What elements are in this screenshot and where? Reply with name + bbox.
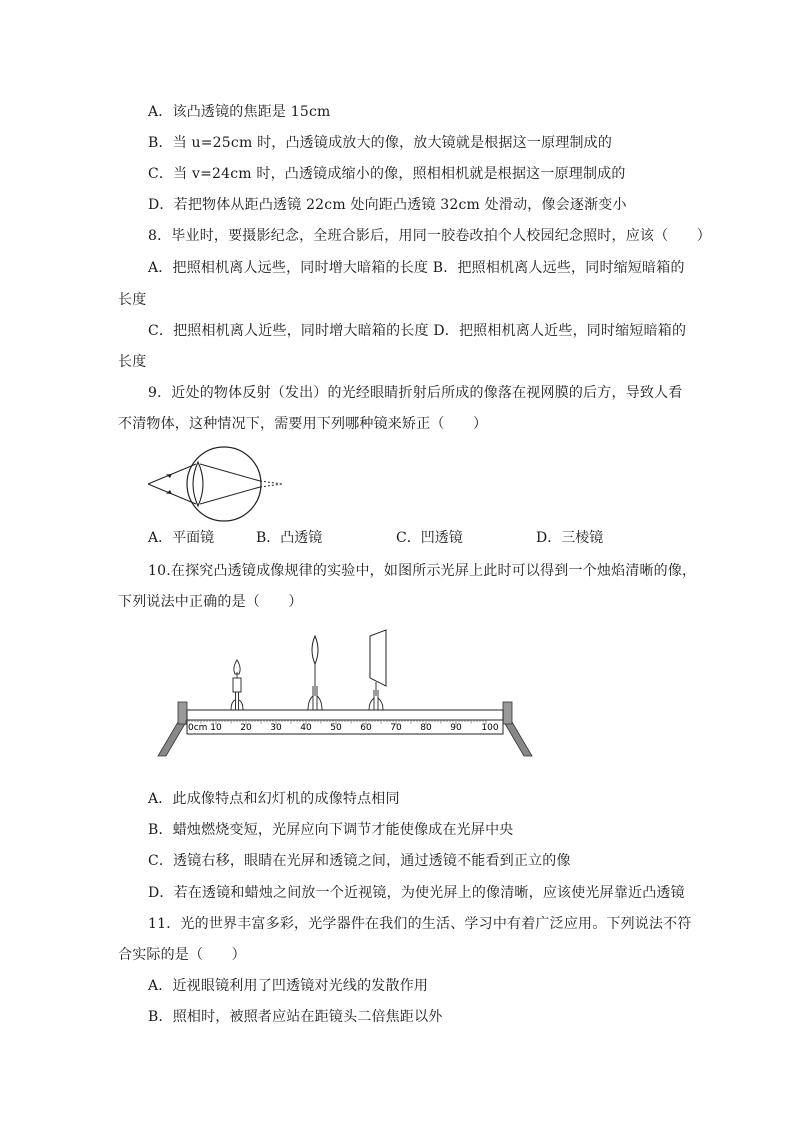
q7-option-a: A．该凸透镜的焦距是 15cm — [148, 104, 331, 120]
light-screen — [369, 630, 386, 710]
ruler-tick-10: 10 — [210, 723, 222, 733]
convex-lens — [308, 636, 322, 710]
q9-option-c: C．凹透镜 — [396, 530, 463, 546]
ray-upper-refracted — [200, 464, 260, 481]
q10-option-d: D．若在透镜和蜡烛之间放一个近视镜，为使光屏上的像清晰，应该使光屏靠近凸透镜 — [148, 885, 685, 901]
q9-option-b: B．凸透镜 — [256, 530, 323, 546]
q8-options-ab-continued: 长度 — [118, 292, 147, 308]
eye-lens — [193, 462, 203, 506]
screen-panel — [370, 630, 386, 686]
q10-option-c: C．透镜右移，眼睛在光屏和透镜之间，通过透镜不能看到正立的像 — [148, 853, 571, 869]
q10-option-b: B．蜡烛燃烧变短，光屏应向下调节才能使像成在光屏中央 — [148, 822, 514, 838]
ruler-tick-80: 80 — [420, 723, 432, 733]
candle-body — [233, 678, 241, 692]
left-leg — [158, 722, 186, 756]
q9-option-a: A．平面镜 — [148, 530, 215, 546]
q11-option-b: B．照相时，被照者应站在距镜头二倍焦距以外 — [148, 1009, 443, 1025]
q10-option-a: A．此成像特点和幻灯机的成像特点相同 — [148, 791, 400, 807]
q7-option-c: C．当 v=24cm 时，凸透镜成缩小的像，照相相机就是根据这一原理制成的 — [148, 166, 626, 182]
q8-stem: 8．毕业时，要摄影纪念，全班合影后，用同一胶卷改拍个人校园纪念照时，应该（ ） — [148, 228, 711, 244]
right-leg — [504, 722, 532, 756]
q11-stem-line2: 合实际的是（ ） — [118, 947, 246, 963]
q10-stem-line1: 10.在探究凸透镜成像规律的实验中，如图所示光屏上此时可以得到一个烛焰清晰的像， — [148, 563, 697, 579]
q9-stem-line2: 不清物体，这种情况下，需要用下列哪种镜来矫正（ ） — [118, 416, 488, 432]
q11-stem-line1: 11．光的世界丰富多彩，光学器件在我们的生活、学习中有着广泛应用。下列说法不符 — [148, 916, 692, 932]
q8-options-cd: C．把照相机离人近些，同时增大暗箱的长度 D．把照相机离人近些，同时缩短暗箱的 — [148, 323, 687, 339]
q9-option-d: D．三棱镜 — [536, 530, 604, 546]
ray-lower-extension — [260, 484, 282, 487]
candle — [231, 660, 243, 710]
ruler-tick-40: 40 — [300, 723, 312, 733]
q9-stem-line1: 9．近处的物体反射（发出）的光经眼睛折射后所成的像落在视网膜的后方，导致人看 — [148, 385, 683, 401]
eyeball — [187, 447, 261, 521]
q10-stem-line2: 下列说法中正确的是（ ） — [118, 594, 303, 610]
candle-flame — [234, 660, 240, 674]
ray-upper-extension — [260, 481, 282, 484]
ruler-tick-30: 30 — [270, 723, 282, 733]
ruler-tick-50: 50 — [330, 723, 342, 733]
left-end-block — [178, 702, 187, 724]
ruler-tick-60: 60 — [360, 723, 372, 733]
q7-option-b: B．当 u=25cm 时，凸透镜成放大的像，放大镜就是根据这一原理制成的 — [148, 135, 613, 151]
right-end-block — [503, 702, 512, 724]
lens-shape — [312, 636, 318, 664]
eye-diagram — [140, 440, 290, 530]
ruler-tick-20: 20 — [240, 723, 252, 733]
q8-options-cd-continued: 长度 — [118, 354, 147, 370]
ruler-tick-90: 90 — [450, 723, 462, 733]
q7-option-d: D．若把物体从距凸透镜 22cm 处向距凸透镜 32cm 处滑动，像会逐渐变小 — [148, 197, 627, 213]
q8-options-ab: A．把照相机离人远些，同时增大暗箱的长度 B．把照相机离人远些，同时缩短暗箱的 — [148, 260, 685, 276]
ruler-tick-100: 100 — [481, 723, 499, 733]
ruler-unit-label: 0cm — [188, 723, 208, 733]
ruler-tick-70: 70 — [390, 723, 402, 733]
q11-option-a: A．近视眼镜利用了凹透镜对光线的发散作用 — [148, 978, 429, 994]
optical-bench-diagram — [150, 626, 540, 760]
bench-rail — [187, 710, 503, 720]
ray-lower-refracted — [200, 487, 260, 504]
